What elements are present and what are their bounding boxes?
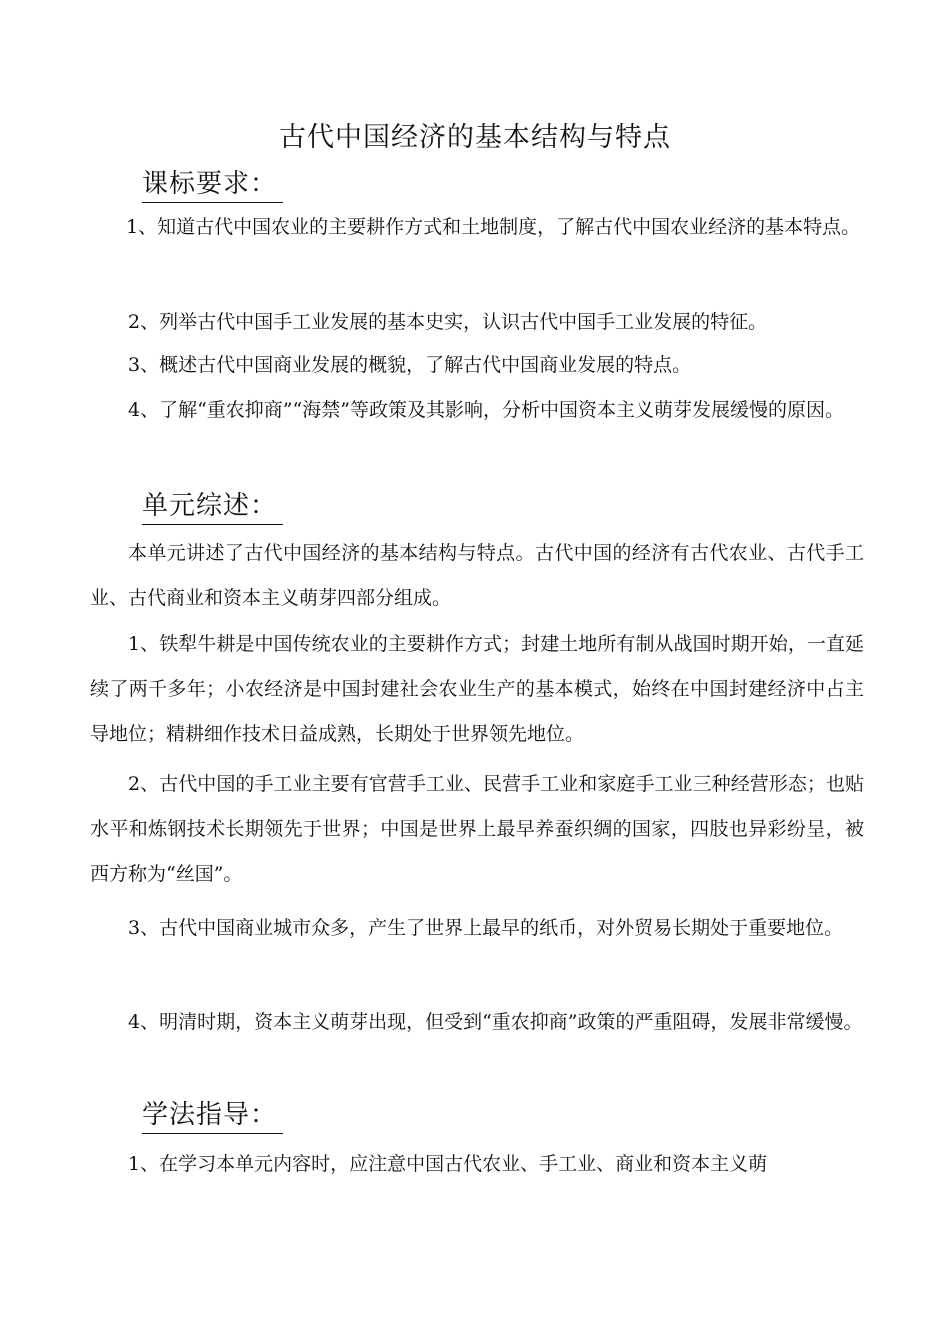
- paragraph: 2、古代中国的手工业主要有官营手工业、民营手工业和家庭手工业三种经营形态；也贴水平和炼钢技术长期领先于世界；中国是世界上最早养蚕织绸的国家，四肢也异彩纷呈，被西方称为“丝国”。: [90, 773, 864, 885]
- paragraph: 3、古代中国商业城市众多，产生了世界上最早的纸币，对外贸易长期处于重要地位。: [128, 917, 844, 939]
- paragraph: 4、明清时期，资本主义萌芽出现，但受到“重农抑商”政策的严重阻碍，发展非常缓慢。: [128, 1011, 863, 1033]
- section-heading-study-guidance: 学法指导：: [142, 1097, 283, 1134]
- section-heading-unit-overview: 单元综述：: [142, 488, 283, 525]
- document-title: 古代中国经济的基本结构与特点: [279, 122, 671, 153]
- paragraph: 2、列举古代中国手工业发展的基本史实，认识古代中国手工业发展的特征。: [128, 311, 768, 333]
- paragraph: 1、在学习本单元内容时，应注意中国古代农业、手工业、商业和资本主义萌: [128, 1153, 768, 1175]
- section-heading-curriculum-requirements: 课标要求：: [142, 166, 283, 203]
- paragraph: 1、知道古代中国农业的主要耕作方式和土地制度，了解古代中国农业经济的基本特点。: [126, 216, 861, 238]
- paragraph: 3、概述古代中国商业发展的概貌，了解古代中国商业发展的特点。: [128, 354, 692, 376]
- paragraph: 本单元讲述了古代中国经济的基本结构与特点。古代中国的经济有古代农业、古代手工业、古代商业和资本主义萌芽四部分组成。: [90, 542, 864, 609]
- paragraph: 1、铁犁牛耕是中国传统农业的主要耕作方式；封建土地所有制从战国时期开始，一直延续了两千多年；小农经济是中国封建社会农业生产的基本模式，始终在中国封建经济中占主导地位；精耕细作技术日益成熟，长期处于世界领先地位。: [90, 633, 864, 745]
- paragraph: 4、了解“重农抑商”“海禁”等政策及其影响，分析中国资本主义萌芽发展缓慢的原因。: [128, 399, 844, 421]
